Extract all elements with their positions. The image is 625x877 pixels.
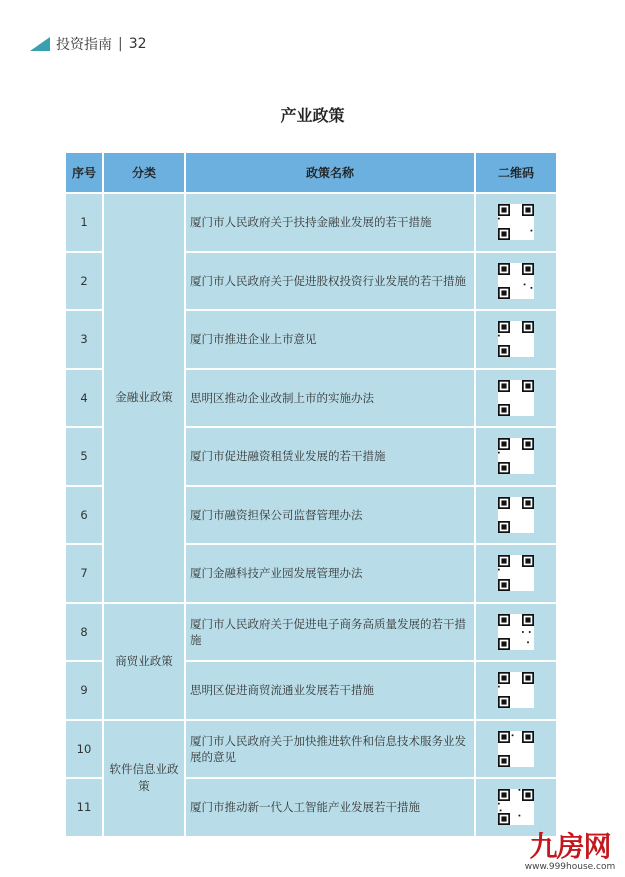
column-header: 政策名称 (186, 153, 474, 192)
row-number: 5 (66, 428, 102, 485)
watermark-logo (520, 832, 620, 872)
qr-code-cell (476, 194, 556, 251)
qr-code-cell (476, 779, 556, 836)
divider: | (118, 36, 123, 52)
row-number: 8 (66, 604, 102, 661)
column-header: 分类 (104, 153, 184, 192)
category-cell: 软件信息业政策 (104, 721, 184, 836)
policy-name: 厦门市融资担保公司监督管理办法 (186, 487, 474, 544)
policy-name: 厦门金融科技产业园发展管理办法 (186, 545, 474, 602)
policy-name: 厦门市人民政府关于促进电子商务高质量发展的若干措施 (186, 604, 474, 661)
policy-name: 思明区推动企业改制上市的实施办法 (186, 370, 474, 427)
row-number: 4 (66, 370, 102, 427)
qr-code-cell (476, 370, 556, 427)
policy-name: 思明区促进商贸流通业发展若干措施 (186, 662, 474, 719)
policy-name: 厦门市推动新一代人工智能产业发展若干措施 (186, 779, 474, 836)
category-cell: 金融业政策 (104, 194, 184, 602)
qr-code-icon[interactable] (477, 614, 555, 650)
row-number: 10 (66, 721, 102, 778)
row-number: 9 (66, 662, 102, 719)
qr-code-cell (476, 253, 556, 310)
page-title: 产业政策 (280, 106, 345, 125)
row-number: 6 (66, 487, 102, 544)
logo-text: 九房网 (529, 830, 611, 863)
policy-table (64, 151, 558, 838)
qr-code-icon[interactable] (477, 380, 555, 416)
qr-code-cell (476, 662, 556, 719)
policy-name: 厦门市促进融资租赁业发展的若干措施 (186, 428, 474, 485)
column-header: 序号 (66, 153, 102, 192)
column-header: 二维码 (476, 153, 556, 192)
row-number: 2 (66, 253, 102, 310)
qr-code-cell (476, 487, 556, 544)
qr-code-cell (476, 545, 556, 602)
qr-code-cell (476, 311, 556, 368)
qr-code-cell (476, 721, 556, 778)
category-cell: 商贸业政策 (104, 604, 184, 719)
qr-code-icon[interactable] (477, 321, 555, 357)
section-title: 投资指南 (56, 37, 112, 53)
qr-code-cell (476, 604, 556, 661)
policy-name: 厦门市人民政府关于加快推进软件和信息技术服务业发展的意见 (186, 721, 474, 778)
qr-code-cell (476, 428, 556, 485)
triangle-icon (30, 37, 50, 51)
row-number: 1 (66, 194, 102, 251)
row-number: 3 (66, 311, 102, 368)
table-row (66, 194, 556, 251)
row-number: 11 (66, 779, 102, 836)
logo-url: www.999house.com (524, 862, 616, 872)
qr-code-icon[interactable] (477, 263, 555, 299)
policy-name: 厦门市人民政府关于促进股权投资行业发展的若干措施 (186, 253, 474, 310)
qr-code-icon[interactable] (477, 204, 555, 240)
policy-name: 厦门市人民政府关于扶持金融业发展的若干措施 (186, 194, 474, 251)
table-row (66, 604, 556, 661)
qr-code-icon[interactable] (477, 555, 555, 591)
qr-code-icon[interactable] (477, 672, 555, 708)
policy-name: 厦门市推进企业上市意见 (186, 311, 474, 368)
page-header (30, 34, 147, 54)
row-number: 7 (66, 545, 102, 602)
page-number: 32 (128, 36, 147, 52)
qr-code-icon[interactable] (477, 497, 555, 533)
qr-code-icon[interactable] (477, 789, 555, 825)
table-row (66, 721, 556, 778)
qr-code-icon[interactable] (477, 731, 555, 767)
qr-code-icon[interactable] (477, 438, 555, 474)
